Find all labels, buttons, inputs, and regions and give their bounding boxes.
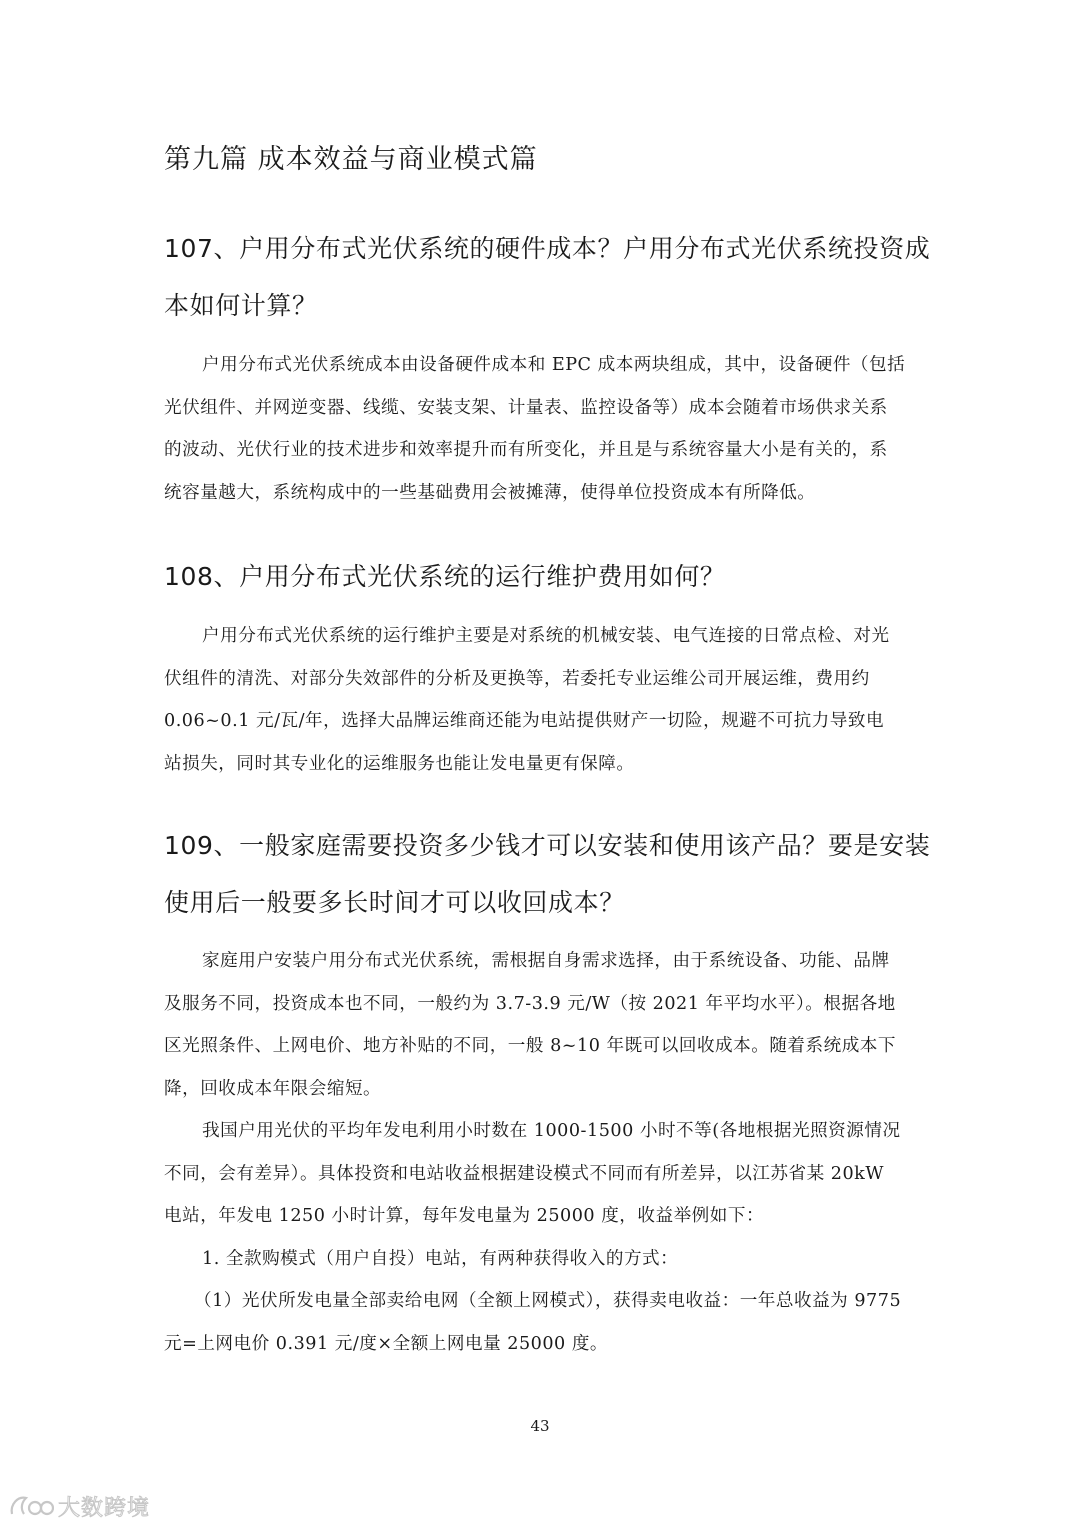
body-line: 区光照条件、上网电价、地方补贴的不同，一般 8~10 年既可以回收成本。随着系统成本下 [164,1036,896,1056]
body-line: 及服务不同，投资成本也不同，一般约为 3.7-3.9 元/W（按 2021 年平均水平）。根据各地 [164,993,896,1014]
question-109-title [164,817,931,931]
question-109-body [164,940,916,1365]
body-line: 户用分布式光伏系统成本由设备硬件成本和 EPC 成本两块组成，其中，设备硬件（包括 [202,355,906,375]
title-line: 使用后一般要多长时间才可以收回成本？ [164,888,625,917]
body-line: 家庭用户安装户用分布式光伏系统，需根据自身需求选择，由于系统设备、功能、品牌 [202,951,890,971]
title-line: 108、户用分布式光伏系统的运行维护费用如何？ [164,562,726,591]
body-line: 统容量越大，系统构成中的一些基础费用会被摊薄，使得单位投资成本有所降低。 [164,482,816,503]
watermark [8,1490,150,1522]
body-line: 户用分布式光伏系统的运行维护主要是对系统的机械安装、电气连接的日常点检、对光 [202,626,890,646]
body-line: 不同，会有差异）。具体投资和电站收益根据建设模式不同而有所差异，以江苏省某 20kW [164,1163,884,1184]
body-line: 伏组件的清洗、对部分失效部件的分析及更换等，若委托专业运维公司开展运维，费用约 [164,668,870,689]
body-line: 降，回收成本年限会缩短。 [164,1078,382,1099]
title-line: 107、户用分布式光伏系统的硬件成本？户用分布式光伏系统投资成 [164,234,931,263]
list-item: 1. 全款购模式（用户自投）电站，有两种获得收入的方式： [202,1248,679,1269]
body-line: 我国户用光伏的平均年发电利用小时数在 1000-1500 小时不等(各地根据光照资源情况 [202,1121,901,1141]
body-line: 的波动、光伏行业的技术进步和效率提升而有所变化，并且是与系统容量大小是有关的，系 [164,440,888,460]
title-line: 本如何计算？ [164,291,318,320]
question-107-body [164,344,916,514]
watermark-text: 大数跨境 [58,1495,151,1521]
sub-item-line: （1）光伏所发电量全部卖给电网（全额上网模式），获得卖电收益：一年总收益为 9775 [194,1291,902,1311]
question-107-title [164,220,931,334]
body-line: 电站，年发电 1250 小时计算，每年发电量为 25000 度，收益举例如下： [164,1206,765,1226]
body-line: 站损失，同时其专业化的运维服务也能让发电量更有保障。 [164,753,635,774]
watermark-logo-icon [8,1492,54,1520]
body-line: 0.06~0.1 元/瓦/年，选择大品牌运维商还能为电站提供财产一切险，规避不可抗力导致电 [164,711,885,731]
title-line: 109、一般家庭需要投资多少钱才可以安装和使用该产品？要是安装 [164,831,931,860]
sub-item-line: 元=上网电价 0.391 元/度×全额上网电量 25000 度。 [164,1333,609,1354]
body-line: 光伏组件、并网逆变器、线缆、安装支架、计量表、监控设备等）成本会随着市场供求关系 [164,397,888,418]
question-108-title [164,548,924,605]
question-108-body [164,615,916,785]
part-title: 第九篇 成本效益与商业模式篇 [164,144,538,175]
page-number: 43 [530,1417,550,1435]
